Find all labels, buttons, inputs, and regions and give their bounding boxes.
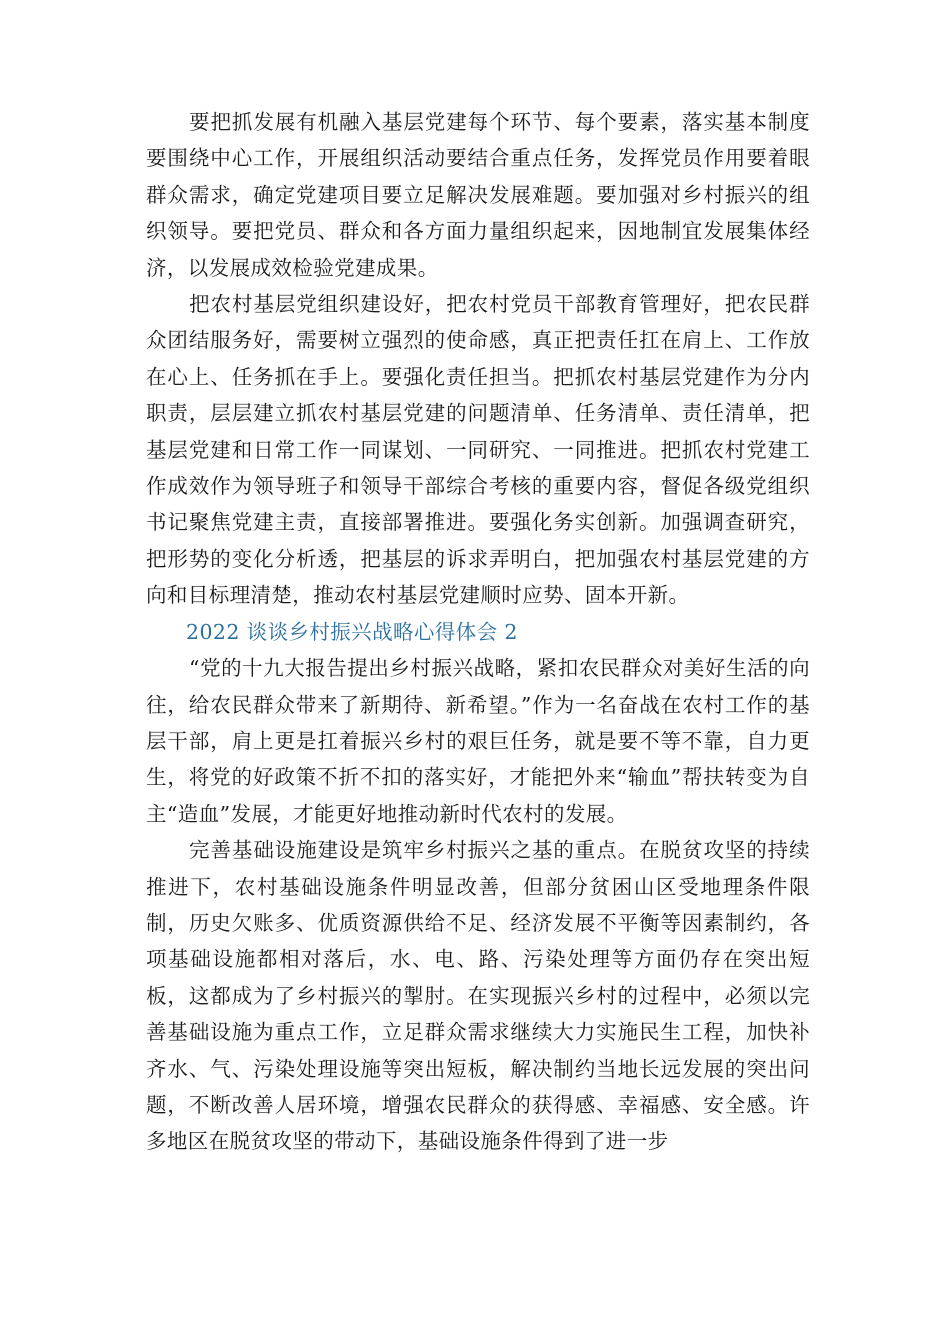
- paragraph-infrastructure: 完善基础设施建设是筑牢乡村振兴之基的重点。在脱贫攻坚的持续推进下，农村基础设施条件明显改善，但部分贫困山区受地理条件限制，历史欠账多、优质资源供给不足、经济发展不平衡等因素制约，各项基础设施都相对落后，水、电、路、污染处理等方面仍存在突出短板，这都成为了乡村振兴的掣肘。在实现振兴乡村的过程中，必须以完善基础设施为重点工作，立足群众需求继续大力实施民生工程，加快补齐水、气、污染处理设施等突出短板，解决制约当地长远发展的突出问题，不断改善人居环境，增强农民群众的获得感、幸福感、安全感。许多地区在脱贫攻坚的带动下，基础设施条件得到了进一步: [146, 838, 810, 1154]
- paragraph-party-building-development: 要把抓发展有机融入基层党建每个环节、每个要素，落实基本制度要围绕中心工作，开展组织活动要结合重点任务，发挥党员作用要着眼群众需求，确定党建项目要立足解决发展难题。要加强对乡村振兴的组织领导。要把党员、群众和各方面力量组织起来，因地制宜发展集体经济，以发展成效检验党建成果。: [146, 110, 810, 280]
- paragraph-rural-party-organization: 把农村基层党组织建设好，把农村党员干部教育管理好，把农民群众团结服务好，需要树立强烈的使命感，真正把责任扛在肩上、工作放在心上、任务抓在手上。要强化责任担当。把抓农村基层党建作为分内职责，层层建立抓农村基层党建的问题清单、任务清单、责任清单，把基层党建和日常工作一同谋划、一同研究、一同推进。把抓农村党建工作成效作为领导班子和领导干部综合考核的重要内容，督促各级党组织书记聚焦党建主责，直接部署推进。要强化务实创新。加强调查研究，把形势的变化分析透，把基层的诉求弄明白，把加强农村基层党建的方向和目标理清楚，推动农村基层党建顺时应势、固本开新。: [146, 292, 810, 608]
- document-body: [146, 104, 810, 1160]
- section-heading: 2022 谈谈乡村振兴战略心得体会 2: [186, 619, 518, 644]
- paragraph-nineteenth-congress-quote: “党的十九大报告提出乡村振兴战略，紧扣农民群众对美好生活的向往，给农民群众带来了新期待、新希望。”作为一名奋战在农村工作的基层干部，肩上更是扛着振兴乡村的艰巨任务，就是要不等不靠，自力更生，将党的好政策不折不扣的落实好，才能把外来“输血”帮扶转变为自主“造血”发展，才能更好地推动新时代农村的发展。: [146, 656, 810, 826]
